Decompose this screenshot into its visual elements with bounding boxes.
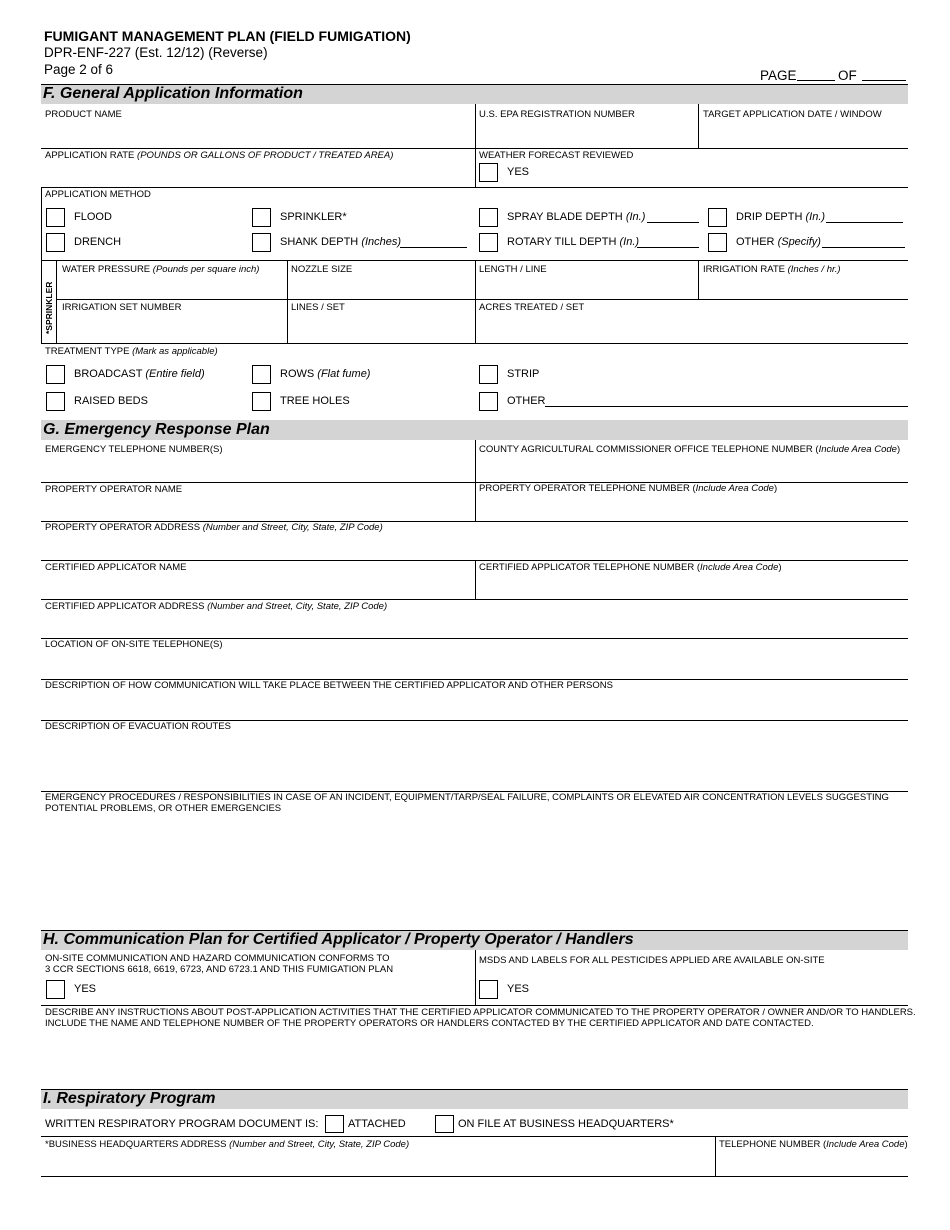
nozzle-field[interactable] <box>291 277 471 297</box>
msds-yes-label: YES <box>507 983 530 995</box>
attached-checkbox[interactable] <box>325 1115 344 1133</box>
water-pressure-field[interactable] <box>62 277 282 297</box>
target-date-field[interactable] <box>703 122 903 146</box>
county-tel-field[interactable] <box>479 457 904 480</box>
page-total-field[interactable] <box>862 80 906 81</box>
form-id: DPR-ENF-227 (Est. 12/12) (Reverse) <box>44 45 268 60</box>
sprinkler-label: SPRINKLER* <box>280 211 347 223</box>
lines-set-field[interactable] <box>291 315 471 341</box>
spray-blade-checkbox[interactable] <box>479 208 498 227</box>
flood-checkbox[interactable] <box>46 208 65 227</box>
weather-yes-label: YES <box>507 166 530 178</box>
other-treatment-checkbox[interactable] <box>479 392 498 411</box>
app-rate-label: APPLICATION RATE (POUNDS OR GALLONS OF PRODUCT / TREATED AREA) <box>45 150 394 161</box>
post-app-label-2: INCLUDE THE NAME AND TELEPHONE NUMBER OF THE PROPERTY OPERATORS OR HANDLERS CONTACTED BY THE CERTIFIED APPLICATOR AND DATE CONTACTED. <box>45 1018 814 1029</box>
cert-addr-label: CERTIFIED APPLICATOR ADDRESS (Number and Street, City, State, ZIP Code) <box>45 601 388 612</box>
section-f-heading: F. General Application Information <box>41 84 908 104</box>
drip-label: DRIP DEPTH (In.) <box>736 211 826 223</box>
prop-name-label: PROPERTY OPERATOR NAME <box>45 484 183 495</box>
irr-set-label: IRRIGATION SET NUMBER <box>62 302 182 313</box>
prop-addr-label: PROPERTY OPERATOR ADDRESS (Number and Street, City, State, ZIP Code) <box>45 522 383 533</box>
on-file-label: ON FILE AT BUSINESS HEADQUARTERS* <box>458 1118 674 1130</box>
drip-depth-field[interactable] <box>826 222 903 223</box>
rotary-till-label: ROTARY TILL DEPTH (In.) <box>507 236 640 248</box>
shank-checkbox[interactable] <box>252 233 271 252</box>
business-addr-label: *BUSINESS HEADQUARTERS ADDRESS (Number and Street, City, State, ZIP Code) <box>45 1139 410 1150</box>
form-title: FUMIGANT MANAGEMENT PLAN (FIELD FUMIGATION) <box>44 28 411 44</box>
onsite-tel-label: LOCATION OF ON-SITE TELEPHONE(S) <box>45 639 223 650</box>
sprinkler-side-label: *SPRINKLER <box>44 281 54 334</box>
drip-checkbox[interactable] <box>708 208 727 227</box>
drench-checkbox[interactable] <box>46 233 65 252</box>
sprinkler-checkbox[interactable] <box>252 208 271 227</box>
raised-beds-checkbox[interactable] <box>46 392 65 411</box>
emergency-tel-label: EMERGENCY TELEPHONE NUMBER(S) <box>45 444 223 455</box>
post-app-field[interactable] <box>45 1031 905 1083</box>
tree-holes-checkbox[interactable] <box>252 392 271 411</box>
onsite-comm-yes-label: YES <box>74 983 97 995</box>
msds-label: MSDS AND LABELS FOR ALL PESTICIDES APPLIED ARE AVAILABLE ON-SITE <box>479 955 825 966</box>
prop-name-field[interactable] <box>45 497 470 519</box>
cert-tel-label: CERTIFIED APPLICATOR TELEPHONE NUMBER (Include Area Code) <box>479 562 782 573</box>
other-method-label: OTHER (Specify) <box>736 236 821 248</box>
weather-label: WEATHER FORECAST REVIEWED <box>479 150 634 161</box>
shank-depth-field[interactable] <box>400 247 467 248</box>
emergency-tel-field[interactable] <box>45 457 470 480</box>
irr-rate-field[interactable] <box>703 277 903 297</box>
raised-beds-label: RAISED BEDS <box>74 395 148 407</box>
rows-checkbox[interactable] <box>252 365 271 384</box>
irr-set-field[interactable] <box>62 315 282 341</box>
acres-field[interactable] <box>479 315 904 341</box>
prop-tel-label: PROPERTY OPERATOR TELEPHONE NUMBER (Include Area Code) <box>479 483 778 494</box>
treatment-label: TREATMENT TYPE (Mark as applicable) <box>45 346 218 357</box>
other-method-checkbox[interactable] <box>708 233 727 252</box>
business-tel-field[interactable] <box>719 1152 905 1174</box>
section-i-heading: I. Respiratory Program <box>41 1089 908 1109</box>
cert-addr-field[interactable] <box>45 614 905 636</box>
page-label: PAGE <box>760 68 797 83</box>
onsite-comm-label-1: ON-SITE COMMUNICATION AND HAZARD COMMUNICATION CONFORMS TO <box>45 953 390 964</box>
acres-label: ACRES TREATED / SET <box>479 302 585 313</box>
business-tel-label: TELEPHONE NUMBER (Include Area Code) <box>719 1139 908 1150</box>
evacuation-field[interactable] <box>45 734 905 789</box>
tree-holes-label: TREE HOLES <box>280 395 350 407</box>
lines-set-label: LINES / SET <box>291 302 345 313</box>
attached-label: ATTACHED <box>348 1118 406 1130</box>
rows-label: ROWS (Flat fume) <box>280 368 371 380</box>
rotary-till-field[interactable] <box>637 247 699 248</box>
post-app-label-1: DESCRIBE ANY INSTRUCTIONS ABOUT POST-APPLICATION ACTIVITIES THAT THE CERTIFIED APPLICATOR COMMUNICATED TO THE PROPERTY OPERATOR / OWNER AND/OR TO HANDLERS. <box>45 1007 916 1018</box>
product-name-label: PRODUCT NAME <box>45 109 122 120</box>
of-label: OF <box>838 68 857 83</box>
epa-reg-label: U.S. EPA REGISTRATION NUMBER <box>479 109 635 120</box>
nozzle-label: NOZZLE SIZE <box>291 264 353 275</box>
spray-blade-label: SPRAY BLADE DEPTH (In.) <box>507 211 646 223</box>
cert-name-field[interactable] <box>45 575 470 597</box>
length-line-field[interactable] <box>479 277 694 297</box>
other-method-field[interactable] <box>822 247 905 248</box>
cert-tel-field[interactable] <box>479 575 904 597</box>
prop-addr-field[interactable] <box>45 535 905 558</box>
written-program-label: WRITTEN RESPIRATORY PROGRAM DOCUMENT IS: <box>45 1118 319 1130</box>
business-addr-field[interactable] <box>45 1152 710 1174</box>
epa-reg-field[interactable] <box>479 122 694 146</box>
strip-label: STRIP <box>507 368 540 380</box>
emergency-proc-label-2: POTENTIAL PROBLEMS, OR OTHER EMERGENCIES <box>45 803 282 814</box>
flood-label: FLOOD <box>74 211 112 223</box>
msds-yes-checkbox[interactable] <box>479 980 498 999</box>
broadcast-label: BROADCAST (Entire field) <box>74 368 205 380</box>
page-number-field[interactable] <box>797 80 835 81</box>
emergency-proc-label-1: EMERGENCY PROCEDURES / RESPONSIBILITIES IN CASE OF AN INCIDENT, EQUIPMENT/TARP/SEAL FAILURE, COMPLAINTS OR ELEVATED AIR CONCENTRATION LEVELS SUGGESTING <box>45 792 889 803</box>
onsite-tel-field[interactable] <box>45 652 905 677</box>
on-file-checkbox[interactable] <box>435 1115 454 1133</box>
water-pressure-label: WATER PRESSURE (Pounds per square inch) <box>62 264 260 275</box>
comm-desc-label: DESCRIPTION OF HOW COMMUNICATION WILL TAKE PLACE BETWEEN THE CERTIFIED APPLICATOR AND OTHER PERSONS <box>45 680 613 691</box>
other-treatment-label: OTHER <box>507 395 546 407</box>
rotary-till-checkbox[interactable] <box>479 233 498 252</box>
page-of: Page 2 of 6 <box>44 62 114 77</box>
shank-label: SHANK DEPTH (Inches) <box>280 236 402 248</box>
app-method-label: APPLICATION METHOD <box>45 189 151 200</box>
county-tel-label: COUNTY AGRICULTURAL COMMISSIONER OFFICE TELEPHONE NUMBER (Include Area Code) <box>479 444 901 455</box>
irr-rate-label: IRRIGATION RATE (Inches / hr.) <box>703 264 841 275</box>
broadcast-checkbox[interactable] <box>46 365 65 384</box>
product-name-field[interactable] <box>45 122 470 146</box>
emergency-proc-field[interactable] <box>45 816 905 926</box>
spray-blade-field[interactable] <box>647 222 699 223</box>
strip-checkbox[interactable] <box>479 365 498 384</box>
target-date-label: TARGET APPLICATION DATE / WINDOW <box>703 109 882 120</box>
onsite-comm-label-2: 3 CCR SECTIONS 6618, 6619, 6723, AND 6723.1 AND THIS FUMIGATION PLAN <box>45 964 394 975</box>
comm-desc-field[interactable] <box>45 693 905 718</box>
evacuation-label: DESCRIPTION OF EVACUATION ROUTES <box>45 721 231 732</box>
prop-tel-field[interactable] <box>479 497 904 519</box>
cert-name-label: CERTIFIED APPLICATOR NAME <box>45 562 187 573</box>
app-rate-field[interactable] <box>45 163 470 185</box>
section-g-heading: G. Emergency Response Plan <box>41 420 908 440</box>
length-line-label: LENGTH / LINE <box>479 264 547 275</box>
onsite-comm-yes-checkbox[interactable] <box>46 980 65 999</box>
drench-label: DRENCH <box>74 236 122 248</box>
section-h-heading: H. Communication Plan for Certified Applicator / Property Operator / Handlers <box>41 930 908 950</box>
weather-yes-checkbox[interactable] <box>479 163 498 182</box>
other-treatment-field[interactable] <box>545 406 908 407</box>
